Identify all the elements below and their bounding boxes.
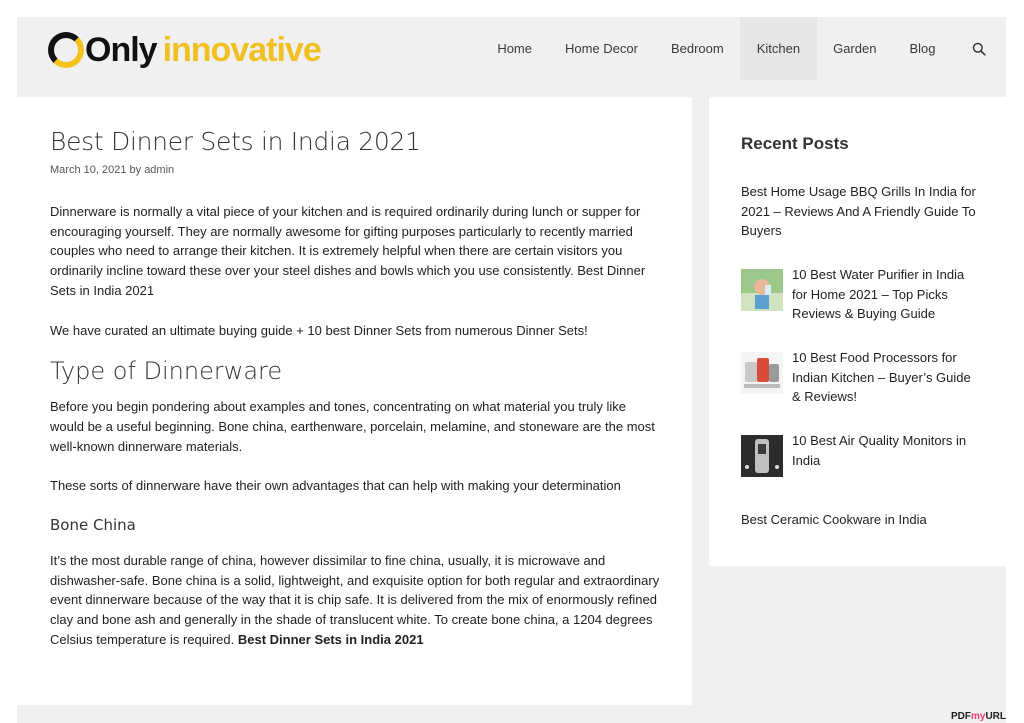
water-purifier-thumbnail[interactable] bbox=[741, 269, 783, 311]
logo-text-innovative: innovative bbox=[162, 30, 321, 69]
watermark-mid: my bbox=[970, 711, 986, 722]
nav-item-garden[interactable]: Garden bbox=[833, 41, 877, 56]
nav-item-home-decor[interactable]: Home Decor bbox=[565, 41, 638, 56]
nav-item-bedroom[interactable]: Bedroom bbox=[670, 41, 724, 56]
post-author-link[interactable]: admin bbox=[144, 164, 175, 176]
subheading-bone-china: Bone China bbox=[50, 516, 136, 535]
meta-by: by bbox=[129, 164, 142, 176]
recent-posts-title: Recent Posts bbox=[741, 134, 849, 153]
nav-item-home[interactable]: Home bbox=[497, 41, 532, 56]
air-quality-monitor-thumbnail[interactable] bbox=[741, 435, 783, 477]
nav-item-kitchen[interactable]: Kitchen bbox=[740, 17, 816, 80]
site-logo[interactable] bbox=[48, 25, 321, 75]
post-date-link[interactable]: March 10, 2021 bbox=[50, 164, 127, 176]
logo-ring-icon bbox=[48, 32, 84, 68]
sidebar-recent-posts bbox=[709, 97, 1006, 566]
recent-post-link-water-purifier[interactable]: 10 Best Water Purifier in India for Home 2021 – Top Picks Reviews & Buying Guide bbox=[792, 267, 965, 322]
site-header bbox=[17, 17, 1006, 97]
post-meta bbox=[50, 164, 660, 176]
watermark-pre: PDF bbox=[950, 711, 971, 722]
paragraph-materials: Before you begin pondering about examples and tones, concentrating on what material you truly like would be a useful beginning. Bone china, earthenware, porcelain, melamine, and stoneware are the most well-known dinnerware materials. bbox=[50, 399, 655, 454]
search-icon[interactable] bbox=[952, 17, 1006, 80]
paragraph-bone-china bbox=[50, 551, 660, 650]
main-nav bbox=[481, 17, 1006, 80]
article-content bbox=[17, 97, 692, 705]
recent-post-link-ceramic-cookware[interactable]: Best Ceramic Cookware in India bbox=[741, 512, 927, 527]
nav-item-blog[interactable]: Blog bbox=[909, 41, 936, 56]
recent-post-link-air-quality[interactable]: 10 Best Air Quality Monitors in India bbox=[792, 433, 967, 468]
food-processor-thumbnail[interactable] bbox=[741, 352, 783, 394]
logo-text-only: Only bbox=[85, 30, 157, 69]
pdfmyurl-watermark bbox=[951, 711, 1006, 722]
page-title: Best Dinner Sets in India 2021 bbox=[50, 127, 421, 156]
paragraph-advantages: These sorts of dinnerware have their own advantages that can help with making your determination bbox=[50, 478, 621, 494]
section-heading-type: Type of Dinnerware bbox=[50, 357, 283, 386]
paragraph-guide: We have curated an ultimate buying guide + 10 best Dinner Sets from numerous Dinner Sets! bbox=[50, 322, 588, 338]
bone-china-bold-keyword: Best Dinner Sets in India 2021 bbox=[237, 631, 424, 647]
recent-post-link-bbq[interactable]: Best Home Usage BBQ Grills In India for 2021 – Reviews And A Friendly Guide To Buyers bbox=[741, 184, 976, 239]
watermark-post: URL bbox=[985, 711, 1006, 722]
recent-post-link-food-processors[interactable]: 10 Best Food Processors for Indian Kitchen – Buyer’s Guide & Reviews! bbox=[792, 350, 971, 405]
bone-china-text: It’s the most durable range of china, however dissimilar to fine china, usually, it is microwave and dishwasher-safe. Bone china is a solid, lightweight, and exquisite option for both regular and extraordinary event dinnerware because of the way that it is chip safe. It is delivered from the mix of enormously refined clay and bone ash and generally in the shade of translucent white. To create bone china, a 1204 degrees Celsius temperature is required. bbox=[50, 553, 660, 647]
paragraph-intro: Dinnerware is normally a vital piece of your kitchen and is required ordinarily during lunch or supper for encouraging yourself. They are normally awesome for gifting purposes particularly to recently married couples who need to arrange their kitchen. It is extremely helpful when there are certain visitors you ordinarily incline toward these over your steel dishes and bowls which you use consistently. Best Dinner Sets in India 2021 bbox=[50, 204, 646, 298]
